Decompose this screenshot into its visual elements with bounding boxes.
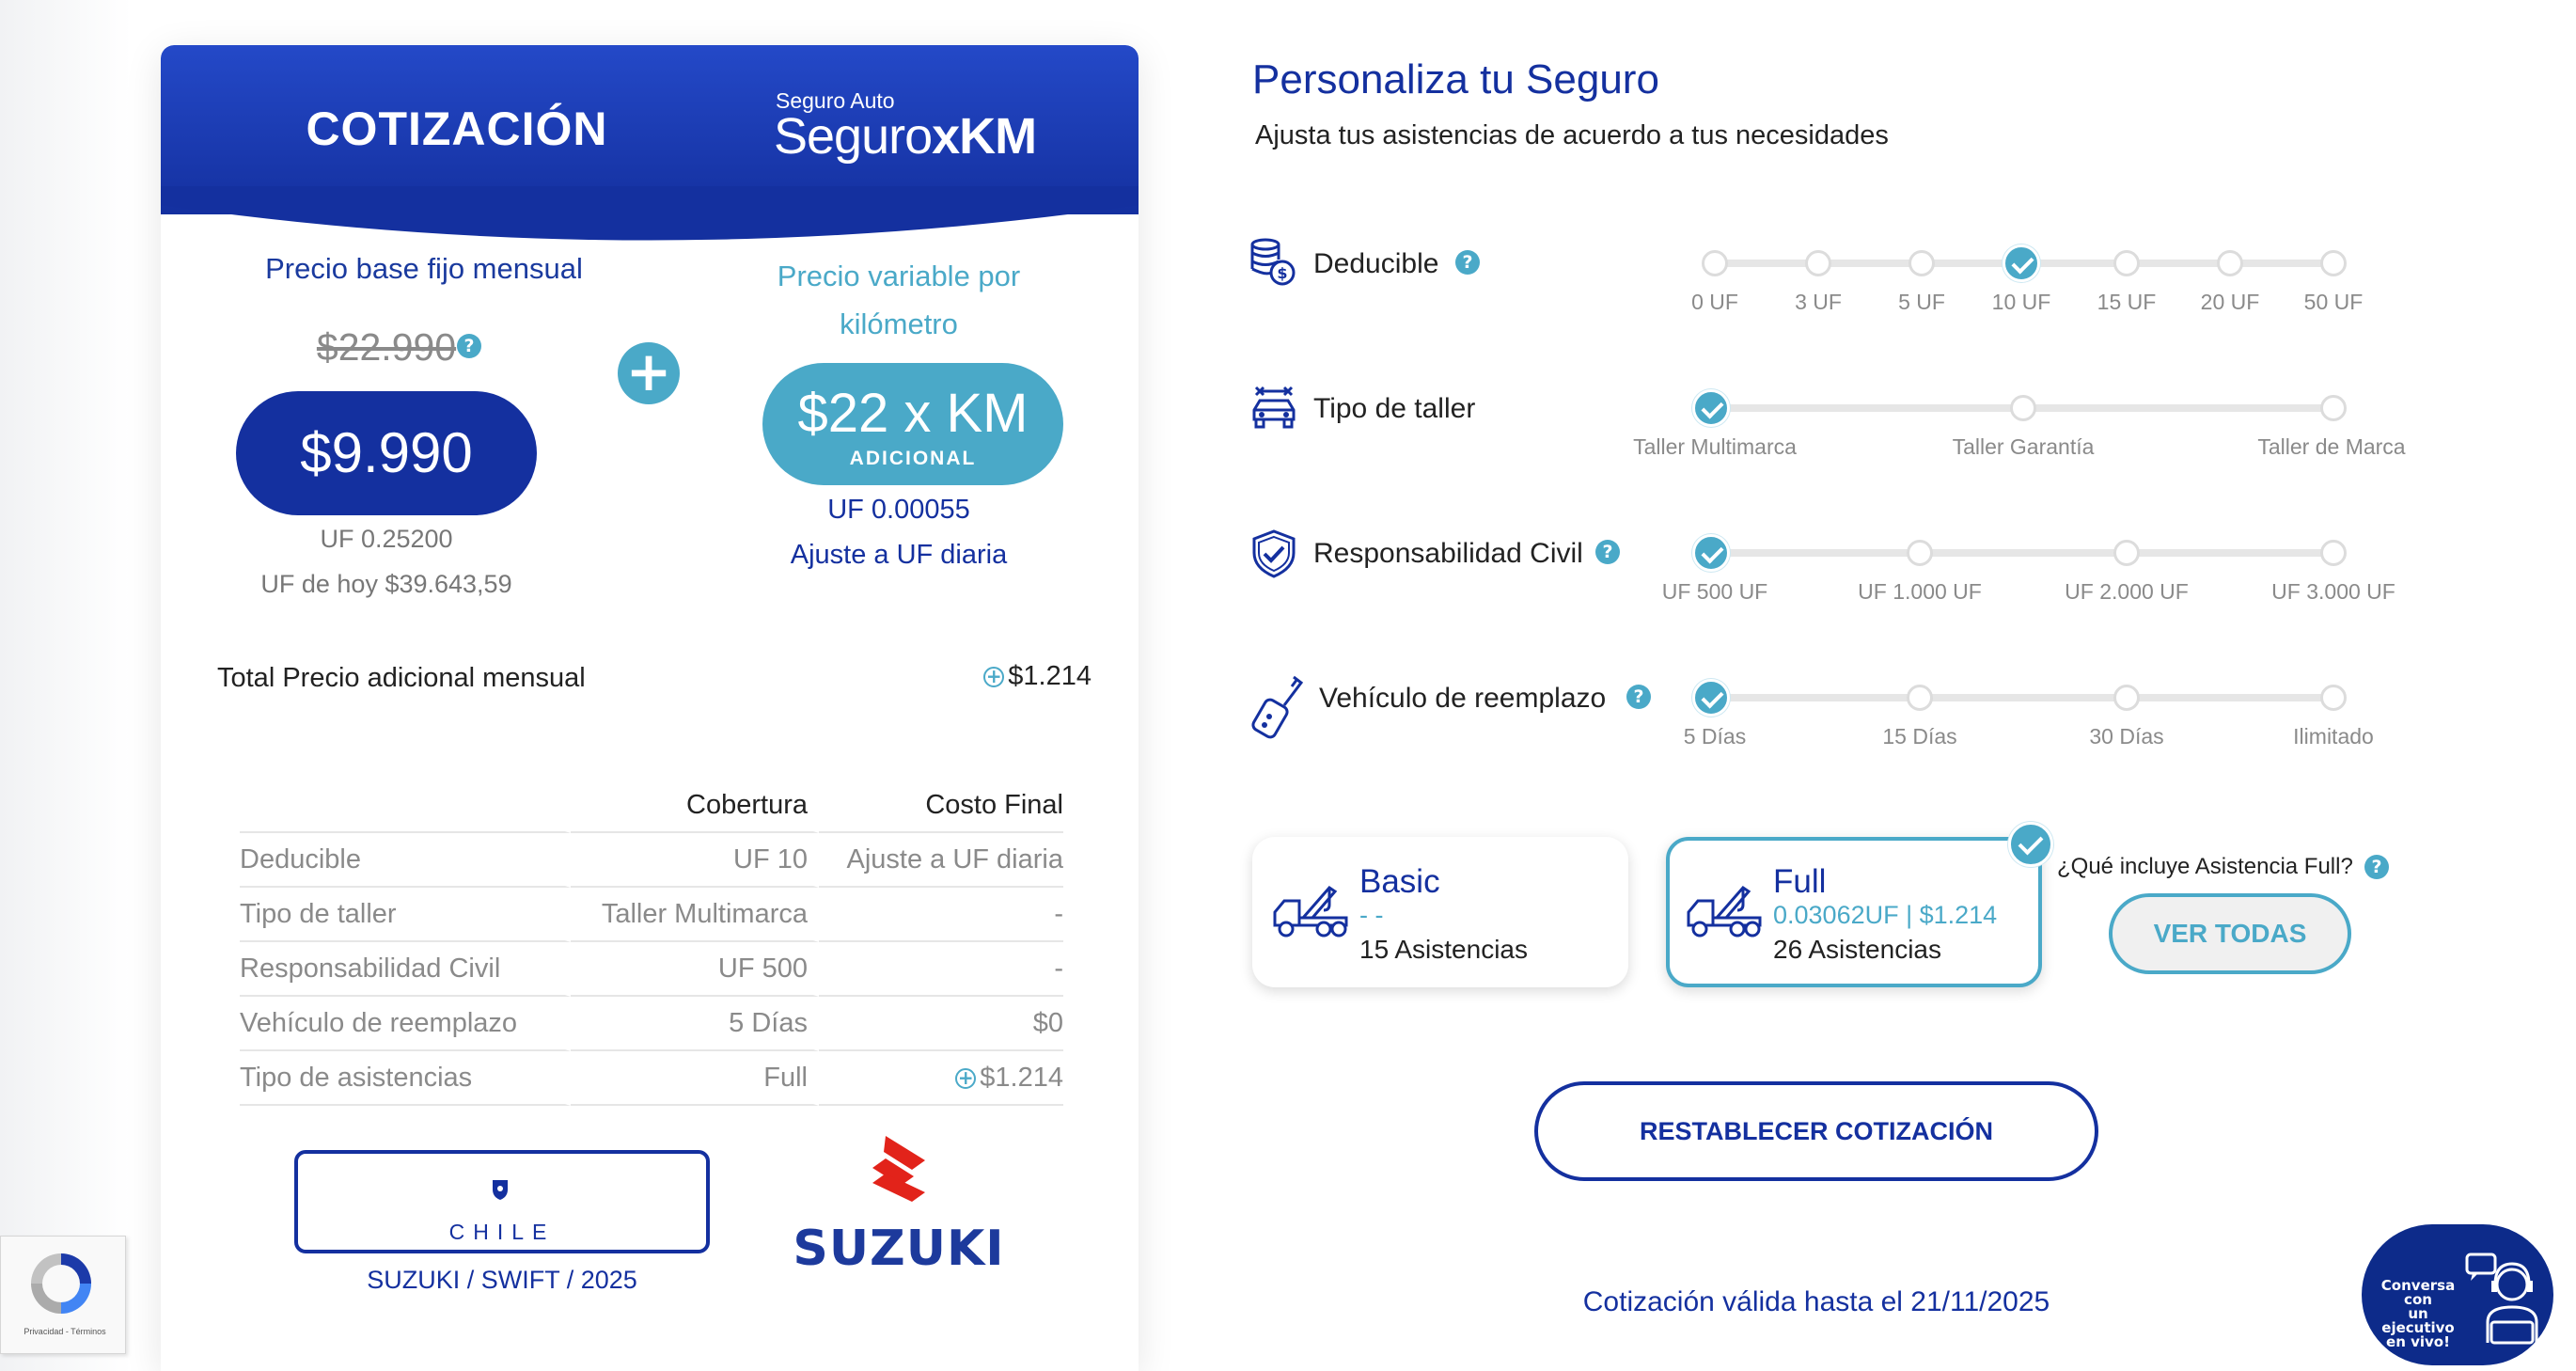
total-value [960,661,1092,692]
table-row [240,997,1063,1051]
slider-stop[interactable] [1907,685,1933,711]
chat-label-line: un ejecutivo [2381,1305,2455,1336]
table-cell: Tipo de asistencias [240,1051,571,1106]
selected-check-icon [2008,822,2053,867]
option-label-deducible: Deducible [1313,248,1439,279]
slider-stop-selected[interactable] [2003,244,2040,282]
table-cell: Ajuste a UF diaria [819,833,1063,888]
quote-card [161,45,1139,1371]
quote-validity: Cotización válida hasta el 21/11/2025 [1582,1286,2050,1317]
variable-price-amount: $22 x KM [797,383,1029,444]
tick-label: Ilimitado [2293,724,2374,749]
vehicle-description: SUZUKI / SWIFT / 2025 [367,1266,637,1294]
total-label: Total Precio adicional mensual [217,663,586,693]
assist-cost: $1.214 [980,1062,1063,1093]
tick-label: Taller de Marca [2257,434,2406,459]
slider-stop[interactable] [2320,250,2347,276]
chile-shield-icon [491,1178,510,1201]
table-cell: - [819,942,1063,997]
slider-stop-selected[interactable] [1692,534,1730,572]
plus-icon: + [618,342,680,404]
tick-label: 15 UF [2097,290,2157,314]
chat-label-line: Conversa con [2380,1277,2456,1308]
slider-stop[interactable] [2320,395,2347,421]
slider-stop[interactable] [1805,250,1831,276]
help-icon[interactable]: ? [1626,685,1651,709]
tick-label: 5 Días [1683,724,1747,749]
car-key-icon [1250,673,1305,739]
table-row [240,1051,1063,1106]
table-header [240,779,571,833]
recaptcha-icon [24,1246,99,1321]
plan-card-full[interactable] [1666,837,2042,987]
car-repair-icon [1249,382,1299,433]
shield-check-icon [1249,528,1299,579]
full-assistance-question: ¿Qué incluye Asistencia Full? [2057,854,2353,879]
customize-subtitle: Ajusta tus asistencias de acuerdo a tus necesidades [1255,120,1889,150]
slider-stop[interactable] [2113,685,2140,711]
card-title: COTIZACIÓN [306,102,608,155]
variable-price-pill [762,363,1063,485]
old-price: $22.990 [316,325,457,369]
slider-stop[interactable] [2320,685,2347,711]
plate-country: CHILE [448,1220,556,1244]
live-chat-button[interactable] [2362,1224,2553,1365]
table-cell: - [819,888,1063,942]
recaptcha-badge[interactable] [0,1236,126,1354]
license-plate [294,1150,710,1253]
ver-todas-button[interactable]: VER TODAS [2109,893,2351,974]
slider-stop-selected[interactable] [1692,389,1730,427]
reemplazo-slider-track[interactable] [1715,694,2335,701]
tick-label: 10 UF [1991,290,2051,314]
uf-adjust-text: Ajuste a UF diaria [790,540,1008,570]
reset-quote-button[interactable]: RESTABLECER COTIZACIÓN [1534,1081,2098,1181]
base-price-pill: $9.990 [236,391,537,515]
plan-price: - - [1359,901,1384,929]
slider-stop[interactable] [2010,395,2036,421]
chat-label-line: en vivo! [2386,1333,2450,1350]
tick-label: 30 Días [2089,724,2164,749]
brand-logo [774,107,1036,165]
total-amount: $1.214 [1008,661,1092,691]
suzuki-s-icon [867,1136,931,1202]
tick-label: 50 UF [2303,290,2364,314]
uf-variable-value: UF 0.00055 [827,495,970,525]
help-icon[interactable]: ? [1455,250,1480,275]
plan-count: 26 Asistencias [1773,935,1941,964]
help-icon[interactable]: ? [457,334,481,358]
customize-title: Personaliza tu Seguro [1252,56,1659,102]
table-cell: Taller Multimarca [571,888,819,942]
tow-truck-icon [1271,876,1350,942]
suzuki-wordmark: SUZUKI [793,1221,1005,1277]
agent-headset-icon [2463,1245,2544,1348]
help-icon[interactable]: ? [2364,855,2389,879]
plan-name: Full [1773,863,1827,900]
tick-label: 20 UF [2200,290,2260,314]
plus-circle-icon: + [955,1068,976,1089]
uf-base-value: UF 0.25200 [320,525,453,553]
table-row [240,888,1063,942]
tick-label: UF 1.000 UF [1858,579,1982,604]
table-header-row [240,779,1063,833]
coins-icon [1247,237,1297,288]
slider-stop[interactable] [1908,250,1935,276]
help-icon[interactable]: ? [1595,540,1620,564]
option-label-taller: Tipo de taller [1313,393,1476,424]
slider-stop[interactable] [2113,250,2140,276]
tick-label: UF 500 UF [1661,579,1768,604]
plus-circle-icon: + [983,667,1004,687]
responsabilidad-slider-track[interactable] [1715,549,2335,557]
header-curve [161,186,1139,261]
table-cell: Responsabilidad Civil [240,942,571,997]
tick-label: Taller Multimarca [1633,434,1797,459]
table-cell: 5 Días [571,997,819,1051]
slider-stop-selected[interactable] [1692,679,1730,717]
chat-label [2369,1279,2467,1349]
table-cell: Deducible [240,833,571,888]
slider-stop[interactable] [2113,540,2140,566]
base-price-label: Precio base fijo mensual [265,252,583,285]
brand-prefix: Seguro [774,108,933,165]
suzuki-logo [781,1136,1016,1277]
plan-price: 0.03062UF | $1.214 [1773,901,1998,929]
tick-label: 5 UF [1898,290,1945,314]
plan-card-basic[interactable] [1252,837,1628,987]
table-cell: Full [571,1051,819,1106]
slider-stop[interactable] [1907,540,1933,566]
tow-truck-icon [1685,876,1764,942]
table-cell: UF 500 [571,942,819,997]
slider-stop[interactable] [2217,250,2243,276]
table-cell [819,1051,1063,1106]
plan-count: 15 Asistencias [1359,935,1528,964]
variable-price-sub: ADICIONAL [849,448,977,469]
brand-tagline: Seguro Auto [776,88,895,113]
table-cell: $0 [819,997,1063,1051]
recaptcha-links[interactable]: Privacidad - Términos [24,1327,106,1336]
table-cell: UF 10 [571,833,819,888]
variable-price-label: Precio variable por kilómetro [777,260,1021,340]
brand-suffix: xKM [932,108,1037,165]
tick-label: Taller Garantía [1952,434,2095,459]
table-cell: Tipo de taller [240,888,571,942]
svg-text:$: $ [1277,264,1288,282]
tick-label: 3 UF [1795,290,1842,314]
uf-today-value: UF de hoy $39.643,59 [260,570,512,598]
plan-name: Basic [1359,863,1440,900]
tick-label: UF 3.000 UF [2271,579,2395,604]
option-label-reemplazo: Vehículo de reemplazo [1319,683,1607,714]
tick-label: 15 Días [1882,724,1957,749]
slider-stop[interactable] [2320,540,2347,566]
slider-stop[interactable] [1702,250,1728,276]
summary-table [240,779,1063,1106]
option-label-responsabilidad: Responsabilidad Civil [1313,538,1583,569]
table-cell: Vehículo de reemplazo [240,997,571,1051]
table-header: Cobertura [571,779,819,833]
table-row [240,942,1063,997]
table-header: Costo Final [819,779,1063,833]
table-row [240,833,1063,888]
tick-label: 0 UF [1691,290,1738,314]
tick-label: UF 2.000 UF [2065,579,2189,604]
